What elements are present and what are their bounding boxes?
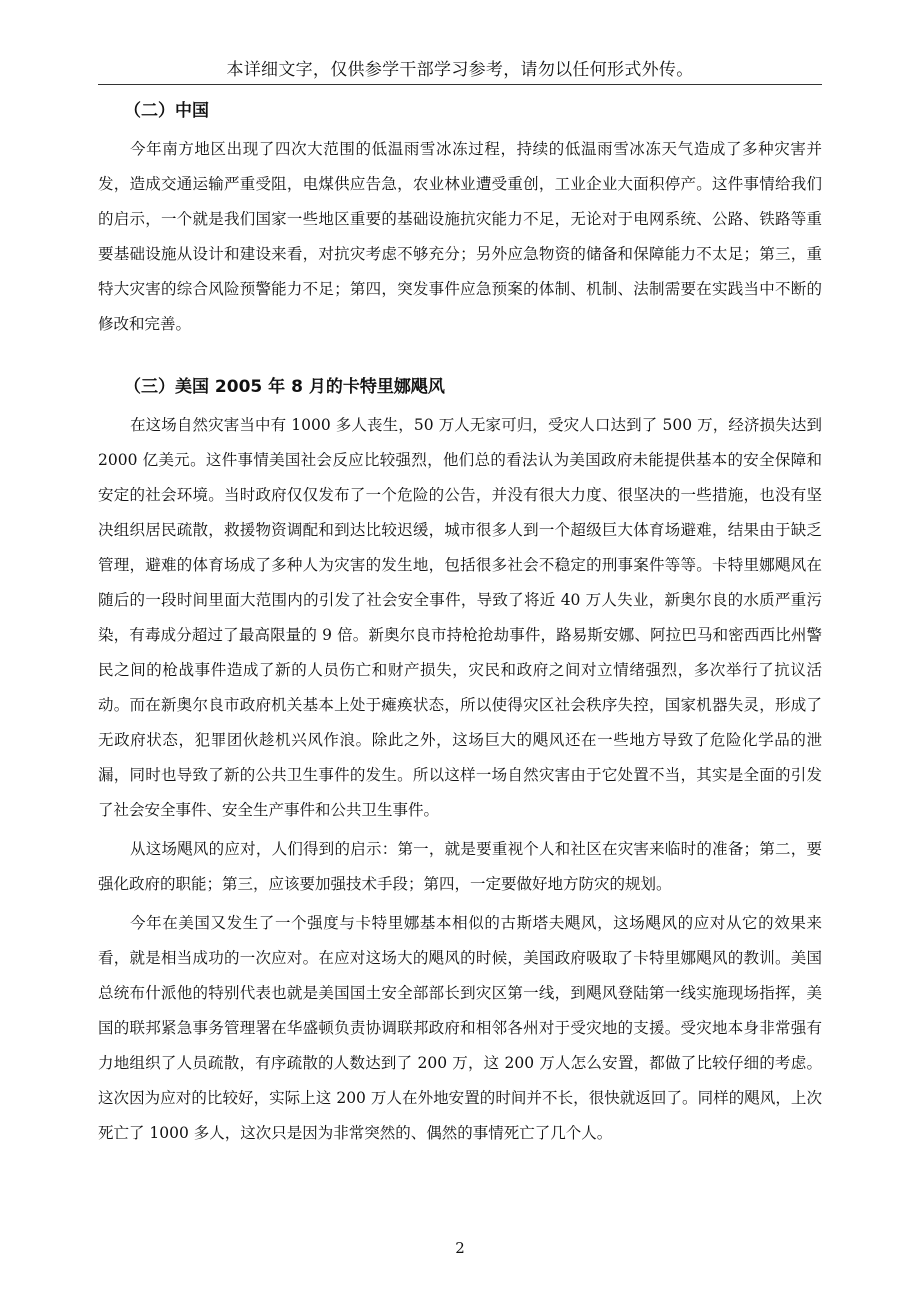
section-heading-china: （二）中国 (124, 101, 209, 121)
page-number: 2 (455, 1239, 465, 1257)
paragraph-gustav: 今年在美国又发生了一个强度与卡特里娜基本相似的古斯塔夫飓风，这场飓风的应对从它的效果来看，就是相当成功的一次应对。在应对这场大的飓风的时候，美国政府吸取了卡特里娜飓风的教训。美国总统布什派他的特别代表也就是美国国土安全部部长到灾区第一线，到飓风登陆第一线实施现场指挥，美国的联邦紧急事务管理署在华盛顿负责协调联邦政府和相邻各州对于受灾地的支援。受灾地本身非常强有力地组织了人员疏散，有序疏散的人数达到了 200 万，这 200 万人怎么安置，都做了比较仔细的考虑。这次因为应对的比较好，实际上这 200 万人在外地安置的时间并不长，很快就返回了。同样的飓风，上次死亡了 1000 多人，这次只是因为非常突然的、偶然的事情死亡了几个人。 (98, 914, 822, 1142)
paragraph-china: 今年南方地区出现了四次大范围的低温雨雪冰冻过程，持续的低温雨雪冰冻天气造成了多种灾害并发，造成交通运输严重受阻，电煤供应告急，农业林业遭受重创，工业企业大面积停产。这件事情给我们的启示，一个就是我们国家一些地区重要的基础设施抗灾能力不足，无论对于电网系统、公路、铁路等重要基础设施从设计和建设来看，对抗灾考虑不够充分；另外应急物资的储备和保障能力不太足；第三，重特大灾害的综合风险预警能力不足；第四，突发事件应急预案的体制、机制、法制需要在实践当中不断的修改和完善。 (98, 140, 822, 333)
paragraph-katrina-lessons: 从这场飓风的应对，人们得到的启示：第一，就是要重视个人和社区在灾害来临时的准备；第二，要强化政府的职能；第三，应该要加强技术手段；第四，一定要做好地方防灾的规划。 (98, 840, 822, 893)
header-divider (98, 84, 822, 85)
section-heading-katrina: （三）美国 2005 年 8 月的卡特里娜飓风 (124, 377, 445, 397)
document-body (98, 94, 822, 1151)
paragraph-katrina-impact: 在这场自然灾害当中有 1000 多人丧生，50 万人无家可归，受灾人口达到了 500 万，经济损失达到 2000 亿美元。这件事情美国社会反应比较强烈，他们总的看法认为美国政府未能提供基本的安全保障和安定的社会环境。当时政府仅仅发布了一个危险的公告，并没有很大力度、很坚决的一些措施，也没有坚决组织居民疏散，救援物资调配和到达比较迟缓，城市很多人到一个超级巨大体育场避难，结果由于缺乏管理，避难的体育场成了多种人为灾害的发生地，包括很多社会不稳定的刑事案件等等。卡特里娜飓风在随后的一段时间里面大范围内的引发了社会安全事件，导致了将近 40 万人失业，新奥尔良的水质严重污染，有毒成分超过了最高限量的 9 倍。新奥尔良市持枪抢劫事件，路易斯安娜、阿拉巴马和密西西比州警民之间的枪战事件造成了新的人员伤亡和财产损失，灾民和政府之间对立情绪强烈，多次举行了抗议活动。而在新奥尔良市政府机关基本上处于瘫痪状态，所以使得灾区社会秩序失控，国家机器失灵，形成了无政府状态，犯罪团伙趁机兴风作浪。除此之外，这场巨大的飓风还在一些地方导致了危险化学品的泄漏，同时也导致了新的公共卫生事件的发生。所以这样一场自然灾害由于它处置不当，其实是全面的引发了社会安全事件、安全生产事件和公共卫生事件。 (98, 416, 822, 819)
page-header: 本详细文字，仅供参学干部学习参考，请勿以任何形式外传。 (226, 60, 694, 80)
